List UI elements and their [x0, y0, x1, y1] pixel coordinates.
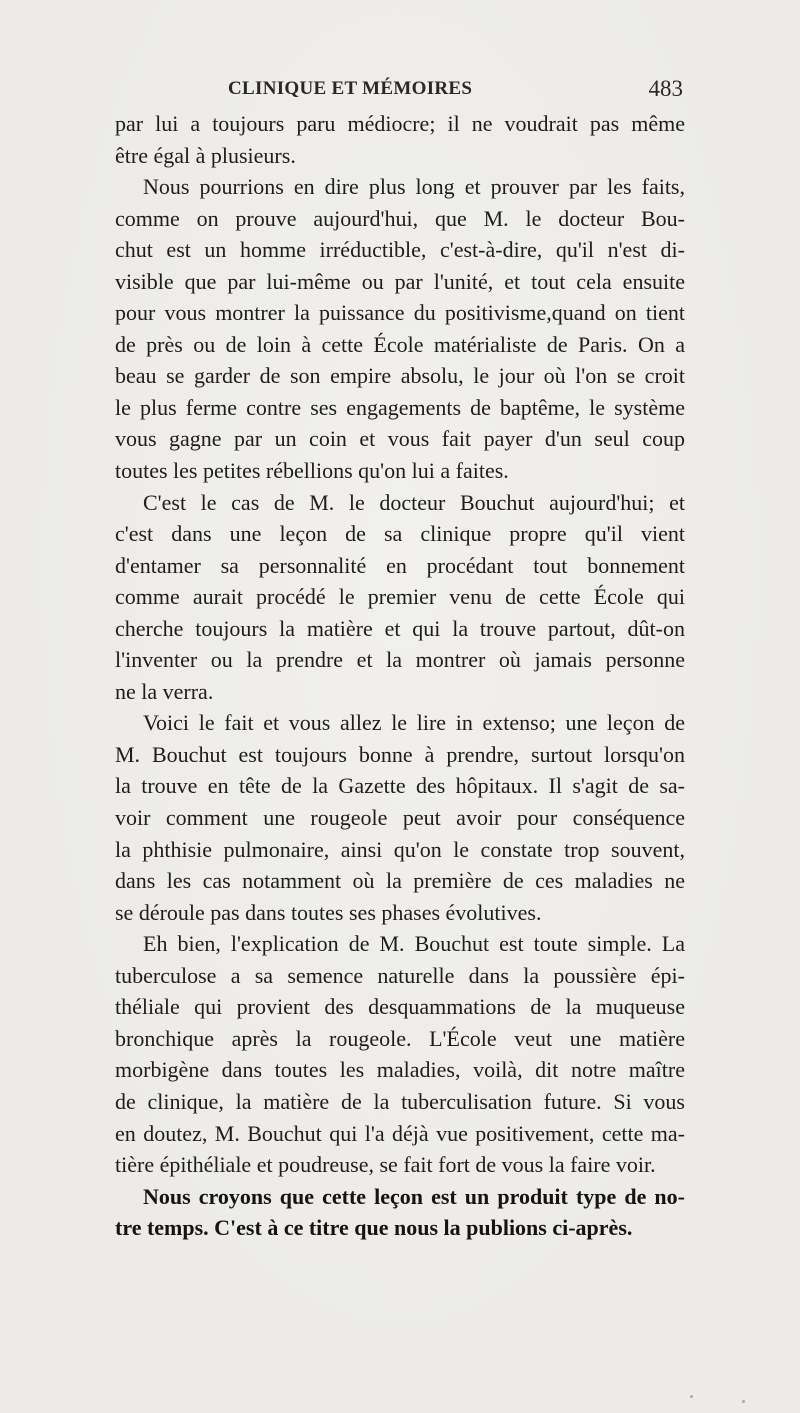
text-line: Eh bien, l'explication de M. Bouchut est toute simple. La — [143, 931, 685, 957]
text-line: tuberculose a sa semence naturelle dans la poussière épi- — [115, 962, 685, 988]
text-line: Nous croyons que cette leçon est un produit type de no- — [143, 1183, 685, 1209]
text-line: tière épithéliale et poudreuse, se fait fort de vous la faire voir. — [115, 1152, 656, 1178]
text-line: beau se garder de son empire absolu, le jour où l'on se croit — [115, 363, 685, 389]
text-line: tre temps. C'est à ce titre que nous la publions ci-après. — [115, 1215, 633, 1241]
text-line: de clinique, la matière de la tuberculisation future. Si vous — [115, 1088, 685, 1114]
text-line: visible que par lui-même ou par l'unité, et tout cela ensuite — [115, 268, 685, 294]
page-number: 483 — [648, 76, 683, 101]
text-line: le plus ferme contre ses engagements de baptême, le système — [115, 394, 685, 420]
text-line: se déroule pas dans toutes ses phases évolutives. — [115, 899, 542, 925]
text-line: toutes les petites rébellions qu'on lui a faites. — [115, 458, 509, 484]
text-line: par lui a toujours paru médiocre; il ne voudrait pas même — [115, 111, 685, 136]
text-line: en doutez, M. Bouchut qui l'a déjà vue positivement, cette ma- — [115, 1120, 685, 1146]
text-line: la phthisie pulmonaire, ainsi qu'on le constate trop souvent, — [115, 836, 685, 862]
text-line: pour vous montrer la puissance du positivisme,quand on tient — [115, 300, 685, 326]
text-line: théliale qui provient des desquammations de la muqueuse — [115, 994, 685, 1020]
text-line: ne la verra. — [115, 678, 214, 704]
text-line: être égal à plusieurs. — [115, 142, 296, 168]
text-line: bronchique après la rougeole. L'École veut une matière — [115, 1025, 685, 1051]
text-line: chut est un homme irréductible, c'est-à-dire, qu'il n'est di- — [115, 237, 685, 263]
body-text — [115, 108, 685, 1244]
text-line: la trouve en tête de la Gazette des hôpitaux. Il s'agit de sa- — [115, 773, 685, 799]
text-line: comme on prouve aujourd'hui, que M. le docteur Bou- — [115, 205, 685, 231]
running-head: CLINIQUE ET MÉMOIRES — [228, 78, 473, 99]
page-header — [0, 76, 800, 106]
text-line: c'est dans une leçon de sa clinique propre qu'il vient — [115, 521, 685, 547]
text-line: cherche toujours la matière et qui la trouve partout, dût-on — [115, 615, 685, 641]
text-line: d'entamer sa personnalité en procédant tout bonnement — [115, 552, 685, 578]
text-line: dans les cas notamment où la première de ces maladies ne — [115, 868, 685, 894]
text-line: vous gagne par un coin et vous fait payer d'un seul coup — [115, 426, 685, 452]
text-line: morbigène dans toutes les maladies, voilà, dit notre maître — [115, 1057, 685, 1083]
text-line: l'inventer ou la prendre et la montrer où jamais personne — [115, 647, 685, 673]
text-line: Voici le fait et vous allez le lire in extenso; une leçon de — [143, 710, 685, 736]
text-line: C'est le cas de M. le docteur Bouchut aujourd'hui; et — [143, 489, 685, 515]
text-line: comme aurait procédé le premier venu de cette École qui — [115, 584, 685, 610]
text-line: Nous pourrions en dire plus long et prouver par les faits, — [143, 174, 685, 200]
paper-speck — [742, 1400, 745, 1403]
text-line: voir comment une rougeole peut avoir pour conséquence — [115, 805, 685, 831]
text-line: de près ou de loin à cette École matérialiste de Paris. On a — [115, 331, 685, 357]
text-line: M. Bouchut est toujours bonne à prendre, surtout lorsqu'on — [115, 741, 685, 767]
paper-speck — [690, 1395, 693, 1398]
